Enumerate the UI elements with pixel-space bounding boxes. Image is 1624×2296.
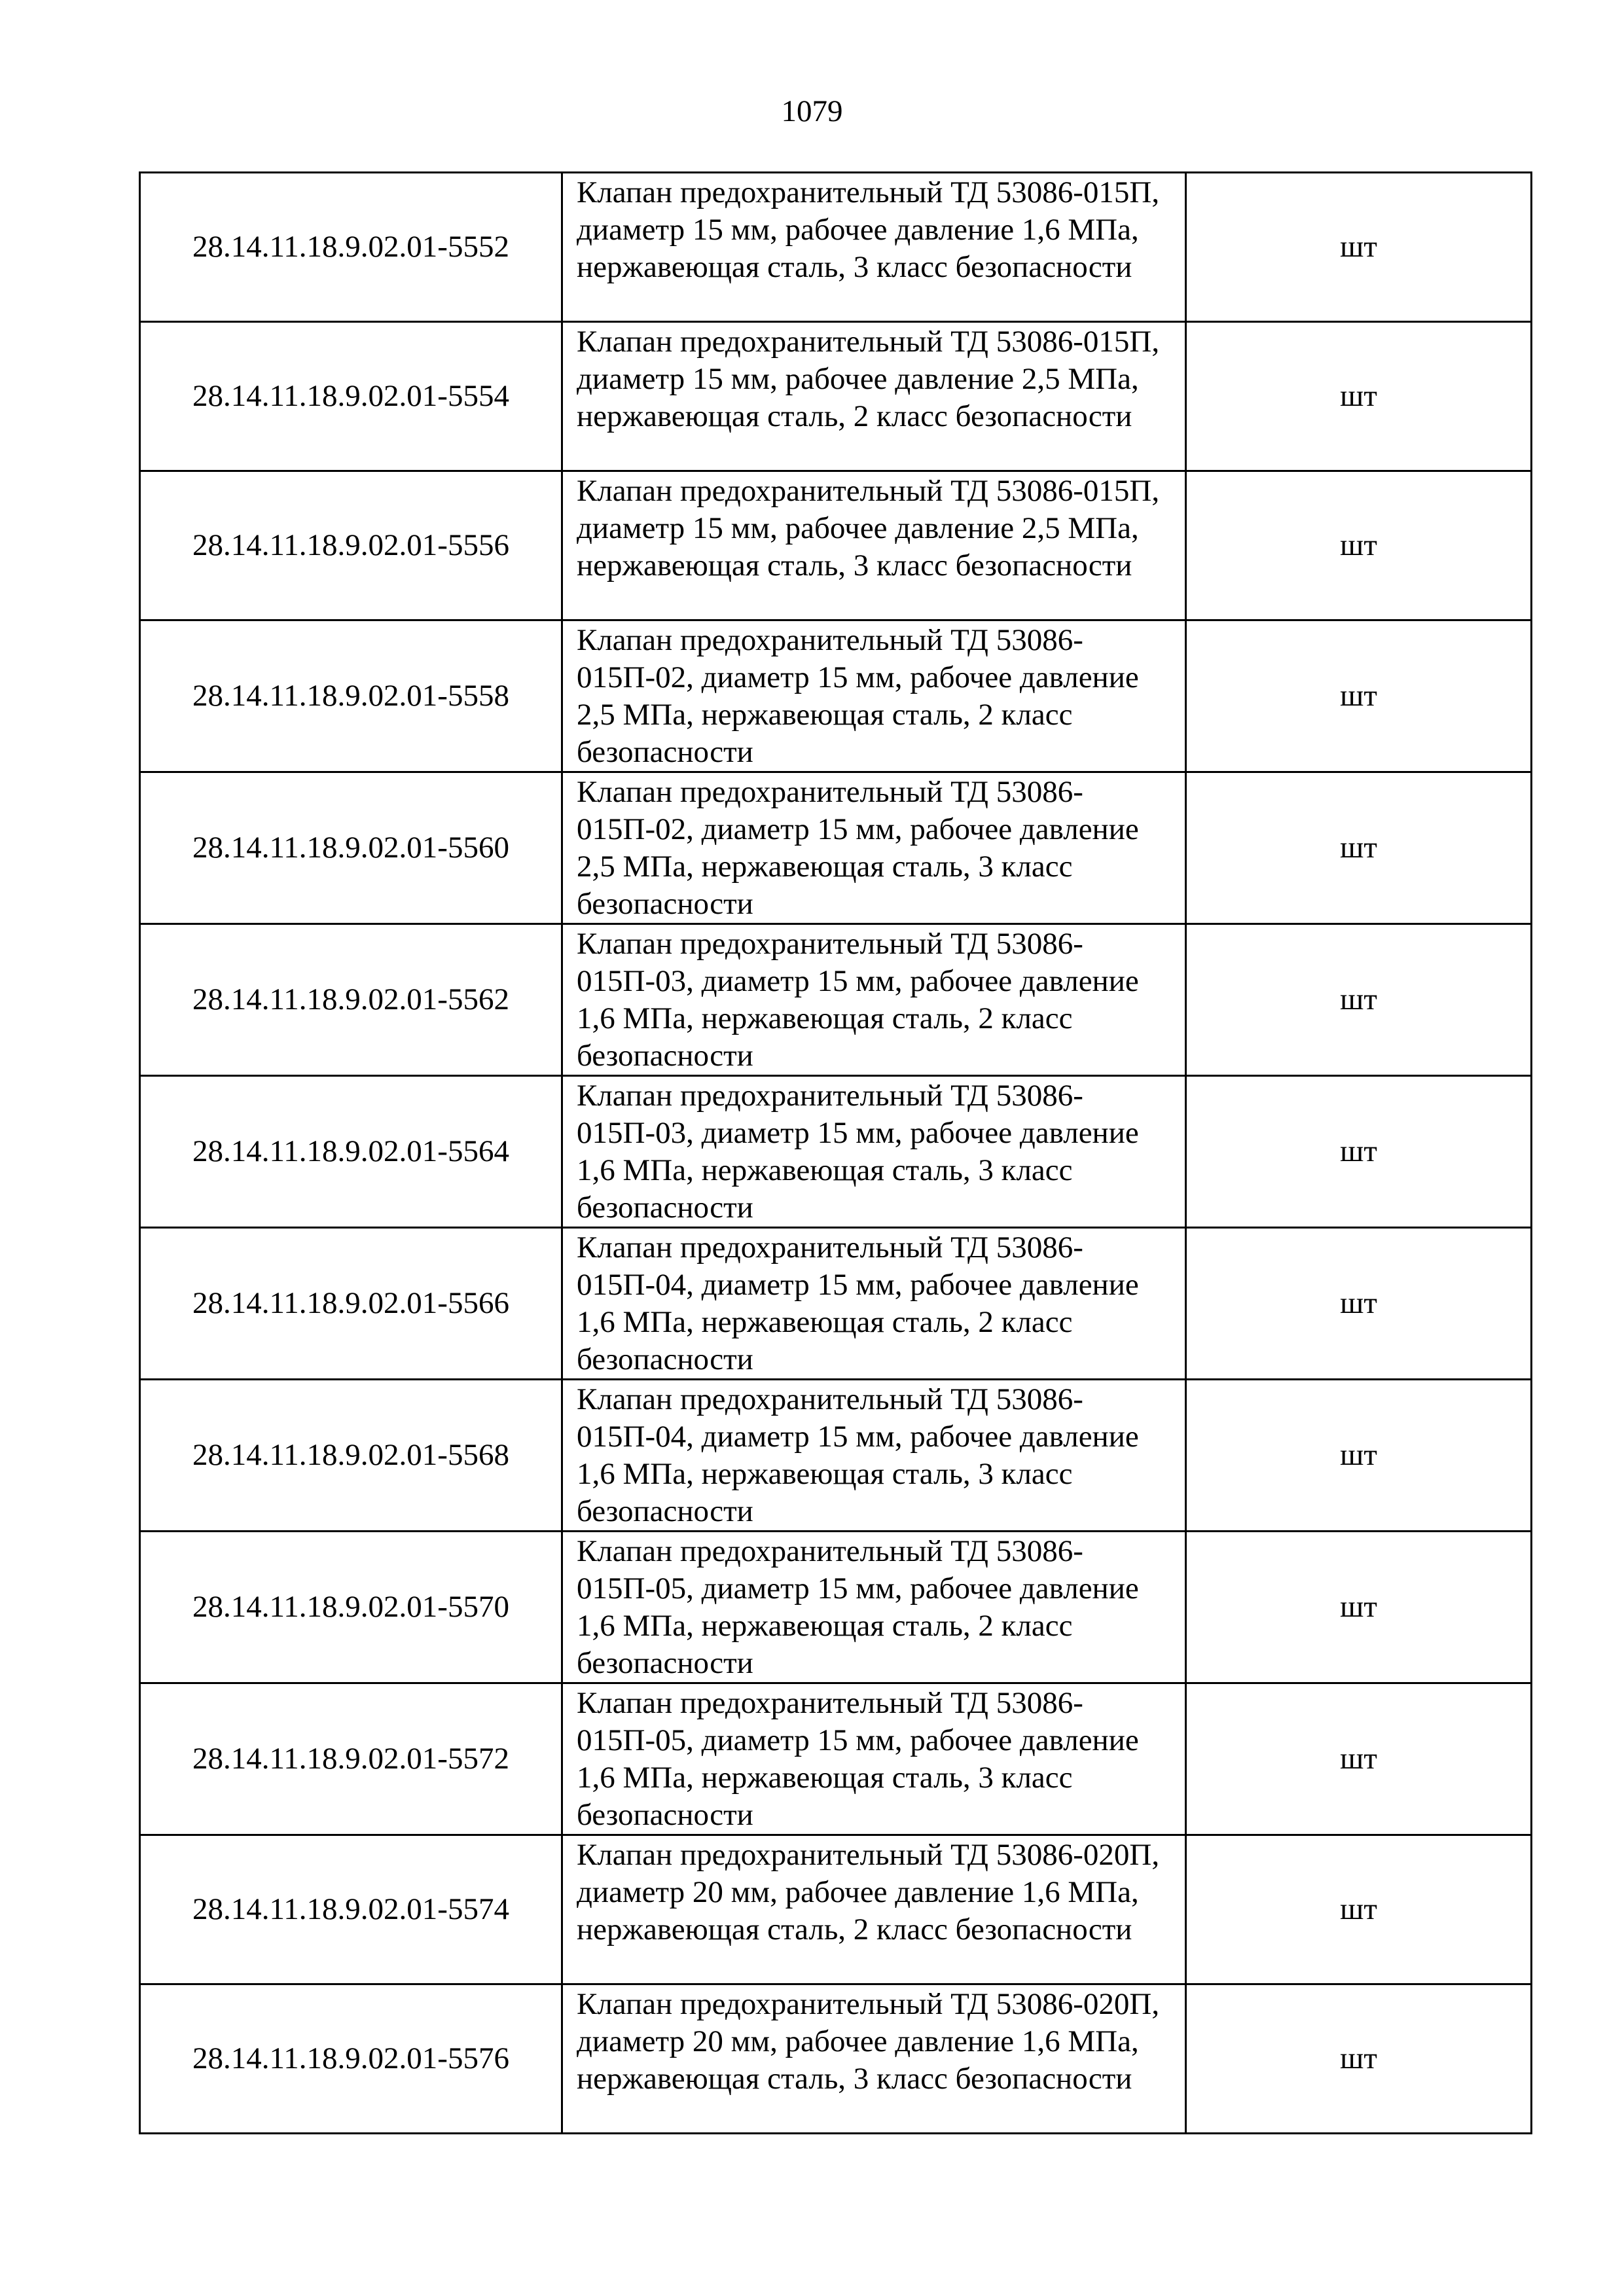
item-unit: шт [1186,924,1532,1076]
table-row [140,1835,1532,1984]
item-code: 28.14.11.18.9.02.01-5556 [140,471,562,620]
table-row [140,322,1532,471]
item-unit: шт [1186,1683,1532,1835]
table-row [140,1076,1532,1228]
item-code: 28.14.11.18.9.02.01-5552 [140,173,562,322]
table-row [140,1380,1532,1532]
item-name: Клапан предохранительный ТД 53086-015П-04, диаметр 15 мм, рабочее давление 1,6 МПа, нержавеющая сталь, 3 класс безопасности [562,1380,1186,1532]
items-table [139,171,1532,2134]
table-row [140,620,1532,772]
item-name: Клапан предохранительный ТД 53086-020П, диаметр 20 мм, рабочее давление 1,6 МПа, нержавеющая сталь, 3 класс безопасности [562,1984,1186,2134]
item-name: Клапан предохранительный ТД 53086-015П-02, диаметр 15 мм, рабочее давление 2,5 МПа, нержавеющая сталь, 3 класс безопасности [562,772,1186,924]
item-unit: шт [1186,620,1532,772]
item-name: Клапан предохранительный ТД 53086-015П-02, диаметр 15 мм, рабочее давление 2,5 МПа, нержавеющая сталь, 2 класс безопасности [562,620,1186,772]
item-name: Клапан предохранительный ТД 53086-020П, диаметр 20 мм, рабочее давление 1,6 МПа, нержавеющая сталь, 2 класс безопасности [562,1835,1186,1984]
table-row [140,772,1532,924]
page-number: 1079 [781,94,843,128]
item-unit: шт [1186,1835,1532,1984]
table-row [140,1683,1532,1835]
item-name: Клапан предохранительный ТД 53086-015П, диаметр 15 мм, рабочее давление 1,6 МПа, нержавеющая сталь, 3 класс безопасности [562,173,1186,322]
item-unit: шт [1186,471,1532,620]
table-row [140,1984,1532,2134]
item-name: Клапан предохранительный ТД 53086-015П, диаметр 15 мм, рабочее давление 2,5 МПа, нержавеющая сталь, 3 класс безопасности [562,471,1186,620]
item-code: 28.14.11.18.9.02.01-5576 [140,1984,562,2134]
item-unit: шт [1186,772,1532,924]
item-unit: шт [1186,1532,1532,1683]
item-code: 28.14.11.18.9.02.01-5564 [140,1076,562,1228]
item-name: Клапан предохранительный ТД 53086-015П-03, диаметр 15 мм, рабочее давление 1,6 МПа, нержавеющая сталь, 3 класс безопасности [562,1076,1186,1228]
item-code: 28.14.11.18.9.02.01-5570 [140,1532,562,1683]
item-name: Клапан предохранительный ТД 53086-015П-05, диаметр 15 мм, рабочее давление 1,6 МПа, нержавеющая сталь, 2 класс безопасности [562,1532,1186,1683]
item-unit: шт [1186,1228,1532,1380]
item-unit: шт [1186,173,1532,322]
item-code: 28.14.11.18.9.02.01-5558 [140,620,562,772]
item-code: 28.14.11.18.9.02.01-5572 [140,1683,562,1835]
item-code: 28.14.11.18.9.02.01-5554 [140,322,562,471]
item-code: 28.14.11.18.9.02.01-5574 [140,1835,562,1984]
item-unit: шт [1186,1380,1532,1532]
table-row [140,1228,1532,1380]
item-name: Клапан предохранительный ТД 53086-015П-03, диаметр 15 мм, рабочее давление 1,6 МПа, нержавеющая сталь, 2 класс безопасности [562,924,1186,1076]
item-code: 28.14.11.18.9.02.01-5560 [140,772,562,924]
item-code: 28.14.11.18.9.02.01-5566 [140,1228,562,1380]
item-name: Клапан предохранительный ТД 53086-015П, диаметр 15 мм, рабочее давление 2,5 МПа, нержавеющая сталь, 2 класс безопасности [562,322,1186,471]
table-row [140,471,1532,620]
table-row [140,924,1532,1076]
item-unit: шт [1186,322,1532,471]
item-unit: шт [1186,1076,1532,1228]
table-row [140,1532,1532,1683]
item-unit: шт [1186,1984,1532,2134]
table-row [140,173,1532,322]
item-code: 28.14.11.18.9.02.01-5562 [140,924,562,1076]
item-name: Клапан предохранительный ТД 53086-015П-04, диаметр 15 мм, рабочее давление 1,6 МПа, нержавеющая сталь, 2 класс безопасности [562,1228,1186,1380]
item-code: 28.14.11.18.9.02.01-5568 [140,1380,562,1532]
item-name: Клапан предохранительный ТД 53086-015П-05, диаметр 15 мм, рабочее давление 1,6 МПа, нержавеющая сталь, 3 класс безопасности [562,1683,1186,1835]
